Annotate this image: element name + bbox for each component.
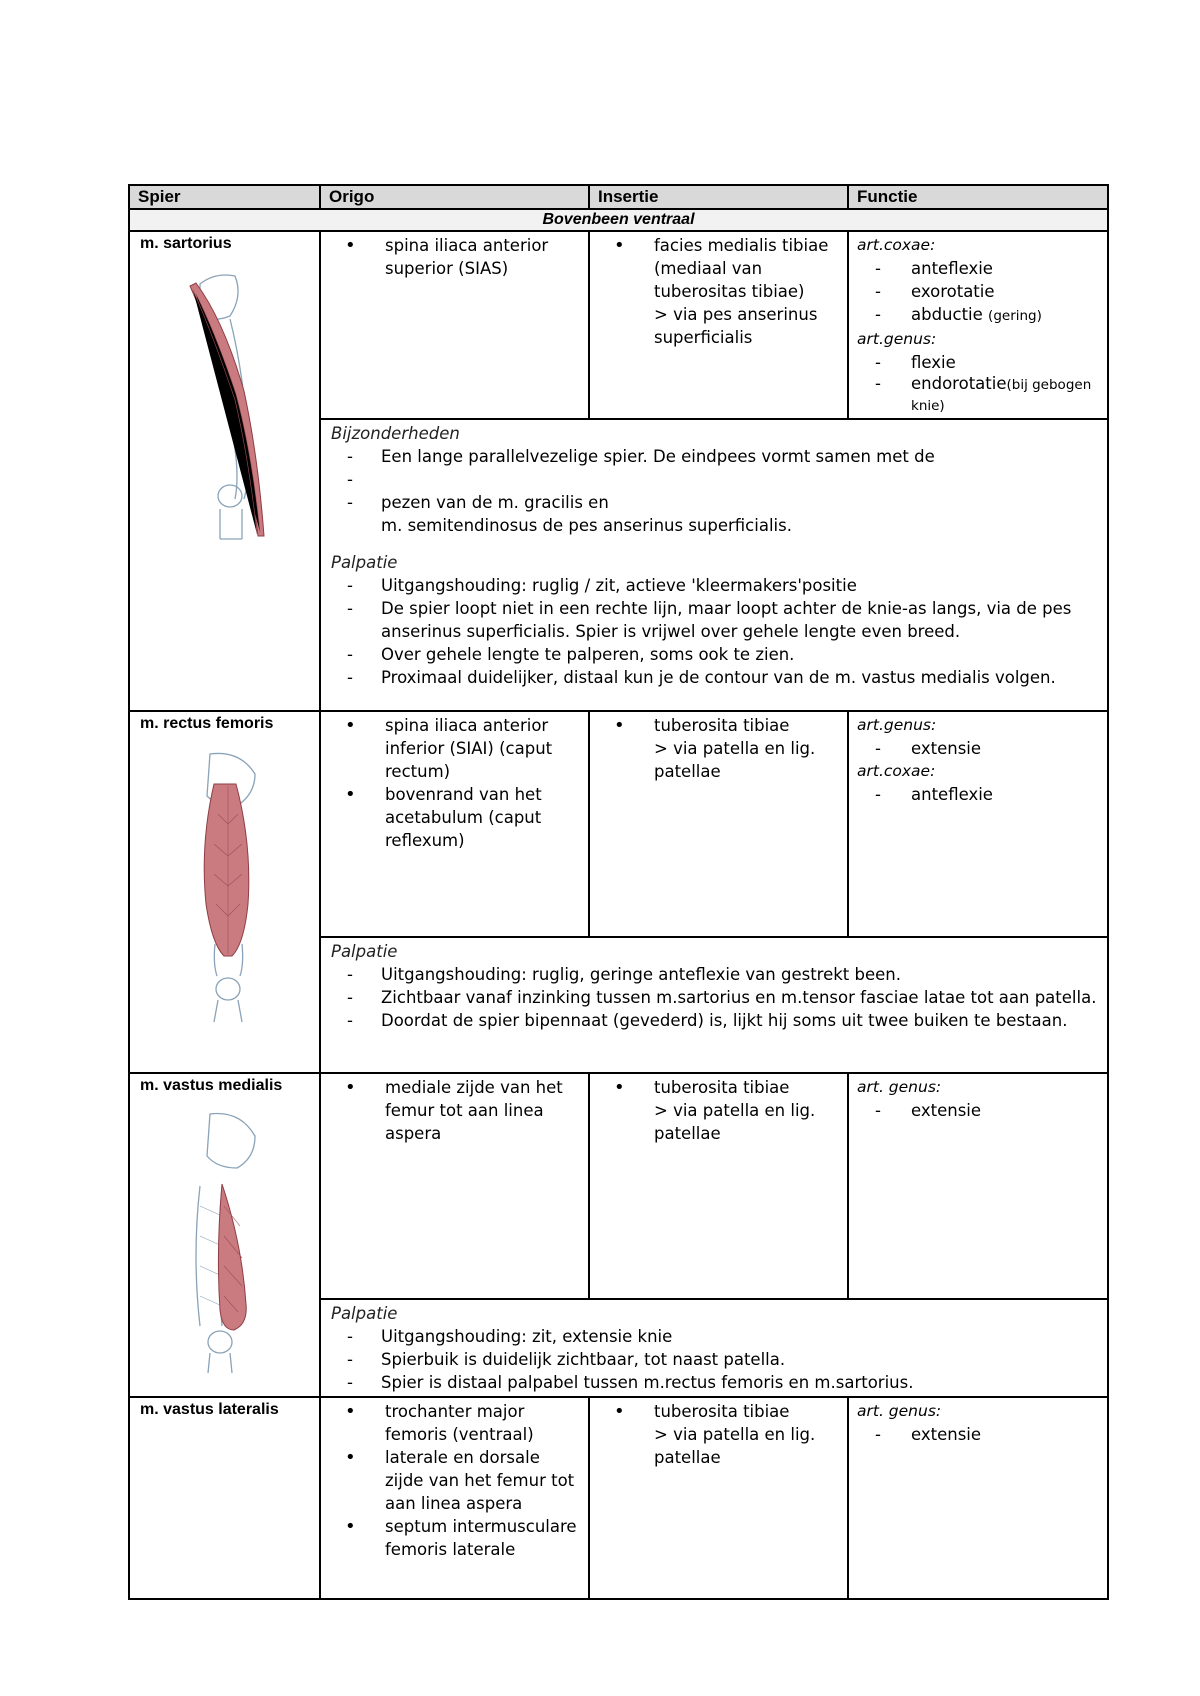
joint-label: art.coxae: [857,762,936,780]
insertie-cell [589,711,848,937]
notes-cell [320,937,1108,1073]
notes-cell [320,419,1108,711]
notes-cell [320,1299,1108,1397]
function-note: (bij gebogen knie) [911,377,1092,414]
insertie-text: > via patella en lig. patellae [654,1101,816,1143]
insertie-text: > via patella en lig. patellae [654,739,816,781]
origo-item: • septum intermusculare [335,1515,578,1538]
insertie-text: facies medialis tibiae (mediaal van tuberositas tibiae) [654,236,829,301]
insertie-cell [589,231,848,419]
origo-list [321,1400,588,1538]
muscle-row-sartorius [129,231,1108,419]
functie-cell [848,1397,1108,1599]
insertie-item [604,714,837,783]
notes-block [321,1300,1107,1396]
notes-block [321,938,1107,1034]
palpatie-item: - Proximaal duidelijker, distaal kun je de contour van de m. vastus medialis volgen. [331,666,1097,689]
insertie-item [604,1400,837,1469]
muscle-name: m. vastus medialis [140,1077,283,1094]
insertie-text: tuberosita tibiae [654,716,790,735]
joint-label: art.genus: [857,330,937,348]
palpatie-item: - Spier is distaal palpabel tussen m.rectus femoris en m.sartorius. [331,1371,1097,1394]
joint-label: art.coxae: [857,236,936,254]
palpatie-title: Palpatie [331,1304,398,1323]
origo-item: • laterale en dorsale zijde van het femur tot aan linea aspera [335,1446,578,1515]
header-functie: Functie [848,185,1108,209]
joint-label: art. genus: [857,1402,942,1420]
function-item: - flexie [857,351,1099,374]
origo-cell [320,711,589,937]
joint-label: art.genus: [857,716,937,734]
header-spier: Spier [129,185,320,209]
insertie-list [590,1076,847,1145]
origo-item: • spina iliaca anterior superior (SIAS) [335,234,578,280]
bijzonderheden-item: - Een lange parallelvezelige spier. De eindpees vormt samen met de [331,445,1097,468]
palpatie-item: - Uitgangshouding: zit, extensie knie [331,1325,1097,1348]
function-item: - extensie [857,1099,1099,1122]
insertie-item [604,234,837,349]
insertie-list [590,714,847,783]
vastus-medialis-illustration [170,1106,280,1376]
header-origo: Origo [320,185,589,209]
function-item: - extensie [857,1423,1099,1446]
sartorius-illustration [170,264,280,544]
function-item [857,374,1099,416]
palpatie-item: - Zichtbaar vanaf inzinking tussen m.sartorius en m.tensor fasciae latae tot aan patella. [331,986,1097,1009]
origo-item: • mediale zijde van het femur tot aan linea aspera [335,1076,578,1145]
palpatie-item: - Spierbuik is duidelijk zichtbaar, tot naast patella. [331,1348,1097,1371]
origo-cont: femoris laterale [385,1540,516,1559]
rectus-femoris-illustration [170,744,280,1024]
insertie-text: > via pes anserinus superficialis [654,305,818,347]
function-note: (gering) [988,308,1042,324]
origo-cell [320,1397,589,1599]
insertie-cell [589,1073,848,1299]
origo-item: • bovenrand van het acetabulum (caput reflexum) [335,783,578,852]
joint-label: art. genus: [857,1078,942,1096]
functie-block [849,1398,1107,1448]
functie-block [849,712,1107,808]
origo-list [321,714,588,852]
muscle-row-vastus-lateralis [129,1397,1108,1599]
function-text: endorotatie [911,374,1007,393]
function-item [857,303,1099,328]
insertie-item [604,1076,837,1145]
spier-cell [129,1397,320,1599]
origo-list [321,234,588,280]
insertie-text: tuberosita tibiae [654,1078,790,1097]
functie-block [849,232,1107,418]
spier-cell [129,1073,320,1397]
function-item: - anteflexie [857,257,1099,280]
palpatie-item: - Over gehele lengte te palperen, soms ook te zien. [331,643,1097,666]
muscle-name: m. vastus lateralis [140,1401,279,1418]
notes-block [321,420,1107,691]
bijzonderheden-item [331,468,1097,491]
palpatie-item: - Uitgangshouding: ruglig / zit, actieve 'kleermakers'positie [331,574,1097,597]
functie-block [849,1074,1107,1124]
section-row [129,209,1108,231]
bijzonderheden-title: Bijzonderheden [331,424,460,443]
origo-item: • spina iliaca anterior inferior (SIAI) (caput rectum) [335,714,578,783]
muscle-table [128,184,1109,1600]
origo-cell [320,1073,589,1299]
functie-cell [848,1073,1108,1299]
insertie-text: tuberosita tibiae [654,1402,790,1421]
insertie-list [590,1400,847,1469]
section-title: Bovenbeen ventraal [129,209,1108,231]
spier-cell [129,231,320,711]
insertie-cell [589,1397,848,1599]
functie-cell [848,231,1108,419]
muscle-row-vastus-medialis [129,1073,1108,1299]
palpatie-item: - Doordat de spier bipennaat (gevederd) is, lijkt hij soms uit twee buiken te bestaan. [331,1009,1097,1032]
muscle-name: m. rectus femoris [140,715,274,732]
palpatie-title: Palpatie [331,942,398,961]
palpatie-item: - De spier loopt niet in een rechte lijn, maar loopt achter de knie-as langs, via de pes anserinus superficialis. Spier is vrijwel over gehele lengte even breed. [331,597,1097,643]
function-text: abductie [911,305,983,324]
bijzonderheden-item: - pezen van de m. gracilis en [331,491,1097,514]
header-insertie: Insertie [589,185,848,209]
bijzonderheden-cont: m. semitendinosus de pes anserinus superficialis. [381,516,792,535]
palpatie-title: Palpatie [331,553,398,572]
origo-list [321,1076,588,1145]
function-item: - anteflexie [857,783,1099,806]
functie-cell [848,711,1108,937]
muscle-name: m. sartorius [140,235,232,252]
palpatie-item: - Uitgangshouding: ruglig, geringe anteflexie van gestrekt been. [331,963,1097,986]
function-item: - extensie [857,737,1099,760]
origo-item: • trochanter major femoris (ventraal) [335,1400,578,1446]
spier-cell [129,711,320,1073]
insertie-list [590,234,847,349]
muscle-row-rectus-femoris [129,711,1108,937]
origo-cell [320,231,589,419]
insertie-text: > via patella en lig. patellae [654,1425,816,1467]
header-row [129,185,1108,209]
function-item: - exorotatie [857,280,1099,303]
